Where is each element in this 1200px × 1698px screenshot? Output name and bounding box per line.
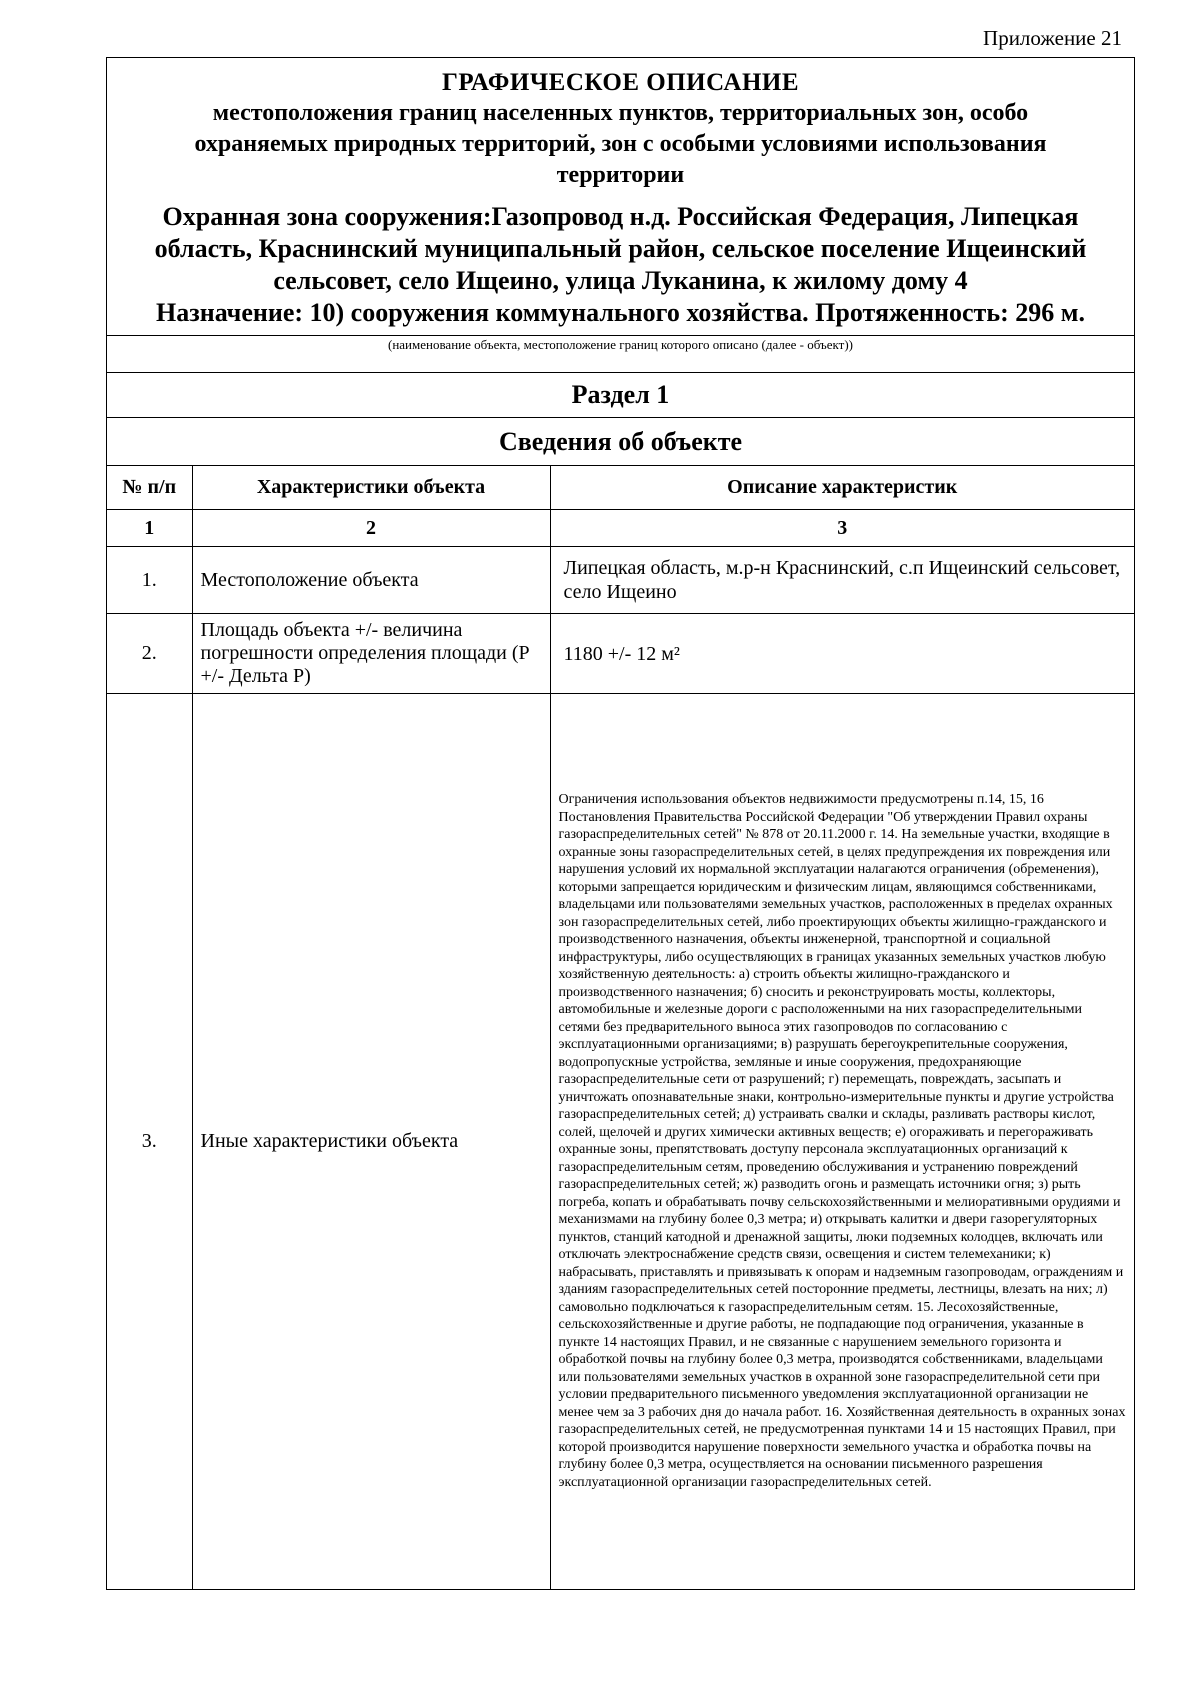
document-header xyxy=(107,58,1134,329)
object-line-3: сельсовет, село Ищеино, улица Луканина, к жилому дому 4 xyxy=(273,266,968,295)
row-number: 2. xyxy=(107,614,192,694)
object-line-2: область, Краснинский муниципальный район, сельское поселение Ищеинский xyxy=(154,234,1087,263)
column-number-1: 1 xyxy=(107,510,192,547)
subtitle-line-1: местоположения границ населенных пунктов, территориальных зон, особо xyxy=(212,100,1029,126)
subtitle-line-2: охраняемых природных территорий, зон с особыми условиями использования xyxy=(194,131,1047,157)
row-characteristic: Площадь объекта +/- величина погрешности определения площади (Р +/- Дельта Р) xyxy=(192,614,550,694)
column-number-3: 3 xyxy=(550,510,1134,547)
table-row xyxy=(107,614,1134,694)
object-line-1: Охранная зона сооружения:Газопровод н.д. Российская Федерация, Липецкая xyxy=(162,202,1079,231)
document-frame xyxy=(106,57,1135,1590)
section-title: Раздел 1 xyxy=(107,372,1134,417)
table-header-row xyxy=(107,466,1134,510)
object-caption: (наименование объекта, местоположение границ которого описано (далее - объект)) xyxy=(107,335,1134,372)
row-characteristic: Иные характеристики объекта xyxy=(192,694,550,1589)
subtitle-line-3: территории xyxy=(556,162,685,188)
row-description: 1180 +/- 12 м² xyxy=(550,614,1134,694)
document-title: ГРАФИЧЕСКОЕ ОПИСАНИЕ xyxy=(441,69,800,96)
header-characteristic: Характеристики объекта xyxy=(192,466,550,510)
appendix-label: Приложение 21 xyxy=(983,26,1122,50)
characteristics-table xyxy=(107,465,1134,1589)
header-number: № п/п xyxy=(107,466,192,510)
section-subtitle: Сведения об объекте xyxy=(107,417,1134,465)
row-number: 1. xyxy=(107,547,192,614)
row-number: 3. xyxy=(107,694,192,1589)
table-row xyxy=(107,547,1134,614)
header-description: Описание характеристик xyxy=(550,466,1134,510)
row-description: Ограничения использования объектов недвижимости предусмотрены п.14, 15, 16 Постановления Правительства Российской Федерации "Об утверждении Правил охраны газораспределительных сетей" № 878 от 20.11.2000 г. 14. На земельные участки, входящие в охранные зоны газораспределительных сетей, в целях предупреждения их повреждения или нарушения условий их нормальной эксплуатации налагаются ограничения (обременения), которыми запрещается юридическим и физическим лицам, являющимся собственниками, владельцами или пользователями земельных участков, расположенных в пределах охранных зон газораспределительных сетей, либо проектирующих объекты жилищно-гражданского и производственного назначения, объекты инженерной, транспортной и социальной инфраструктуры, либо осуществляющих в границах указанных земельных участков любую хозяйственную деятельность: а) строить объекты жилищно-гражданского и производственного назначения; б) сносить и реконструировать мосты, коллекторы, автомобильные и железные дороги с расположенными на них газораспределительными сетями без предварительного выноса этих газопроводов по согласованию с эксплуатационными организациями; в) разрушать берегоукрепительные сооружения, водопропускные устройства, земляные и иные сооружения, предохраняющие газораспределительные сети от разрушений; г) перемещать, повреждать, засыпать и уничтожать опознавательные знаки, контрольно-измерительные пункты и другие устройства газораспределительных сетей; д) устраивать свалки и склады, разливать растворы кислот, солей, щелочей и других химически активных веществ; е) огораживать и перегораживать охранные зоны, препятствовать доступу персонала эксплуатационных организаций к газораспределительным сетям, проведению обслуживания и устранению повреждений газораспределительных сетей; ж) разводить огонь и размещать источники огня; з) рыть погреба, копать и обрабатывать почву сельскохозяйственными и мелиоративными орудиями и механизмами на глубину более 0,3 метра; и) открывать калитки и двери газорегуляторных пунктов, станций катодной и дренажной защиты, люки подземных колодцев, включать или отключать электроснабжение средств связи, освещения и систем телемеханики; к) набрасывать, приставлять и привязывать к опорам и надземным газопроводам, ограждениям и зданиям газораспределительных сетей посторонние предметы, лестницы, влезать на них; л) самовольно подключаться к газораспределительным сетям. 15. Лесохозяйственные, сельскохозяйственные и другие работы, не подпадающие под ограничения, указанные в пункте 14 настоящих Правил, и не связанные с нарушением земельного горизонта и обработкой почвы на глубину более 0,3 метра, производятся собственниками, владельцами или пользователями земельных участков в охранной зоне газораспределительной сети при условии предварительного письменного уведомления эксплуатационной организации не менее чем за 3 рабочих дня до начала работ. 16. Хозяйственная деятельность в охранных зонах газораспределительных сетей, не предусмотренная пунктами 14 и 15 настоящих Правил, при которой производится нарушение поверхности земельного участка и обработка почвы на глубину более 0,3 метра, осуществляется на основании письменного разрешения эксплуатационной организации газораспределительных сетей. xyxy=(550,694,1134,1589)
row-characteristic: Местоположение объекта xyxy=(192,547,550,614)
table-row xyxy=(107,694,1134,1589)
object-purpose: Назначение: 10) сооружения коммунального хозяйства. Протяженность: 296 м. xyxy=(156,298,1085,327)
column-number-row xyxy=(107,510,1134,547)
column-number-2: 2 xyxy=(192,510,550,547)
row-description: Липецкая область, м.р-н Краснинский, с.п Ищеинский сельсовет, село Ищеино xyxy=(550,547,1134,614)
